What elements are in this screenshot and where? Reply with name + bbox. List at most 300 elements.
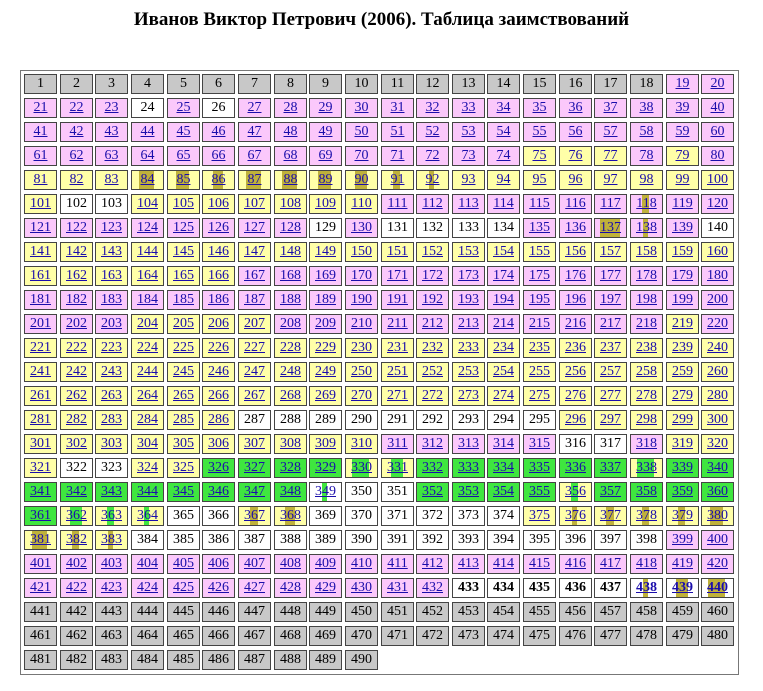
cell-link[interactable]: 145 — [173, 244, 194, 259]
cell-link[interactable]: 177 — [600, 268, 621, 283]
table-cell[interactable] — [274, 434, 307, 454]
cell-link[interactable]: 164 — [137, 268, 158, 283]
table-cell[interactable] — [416, 122, 449, 142]
table-cell[interactable] — [24, 266, 57, 286]
table-cell[interactable] — [416, 554, 449, 574]
cell-link[interactable]: 168 — [280, 268, 301, 283]
cell-link[interactable]: 262 — [66, 388, 87, 403]
table-cell[interactable] — [202, 458, 235, 478]
table-cell[interactable] — [202, 578, 235, 598]
table-cell[interactable] — [666, 170, 699, 190]
cell-link[interactable]: 399 — [672, 532, 693, 547]
table-cell[interactable] — [666, 434, 699, 454]
cell-link[interactable]: 138 — [636, 220, 657, 235]
cell-link[interactable]: 310 — [351, 436, 372, 451]
cell-link[interactable]: 383 — [101, 532, 122, 547]
cell-link[interactable]: 360 — [707, 484, 728, 499]
cell-link[interactable]: 34 — [496, 100, 511, 115]
table-cell[interactable] — [523, 98, 556, 118]
table-cell[interactable] — [452, 146, 485, 166]
cell-link[interactable]: 144 — [137, 244, 158, 259]
cell-link[interactable]: 272 — [422, 388, 443, 403]
cell-link[interactable]: 425 — [173, 580, 194, 595]
table-cell[interactable] — [630, 554, 663, 574]
cell-link[interactable]: 379 — [672, 508, 693, 523]
table-cell[interactable] — [274, 386, 307, 406]
cell-link[interactable]: 97 — [603, 172, 618, 187]
cell-link[interactable]: 43 — [104, 124, 119, 139]
cell-link[interactable]: 172 — [422, 268, 443, 283]
table-cell[interactable] — [167, 386, 200, 406]
table-cell[interactable] — [274, 290, 307, 310]
table-cell[interactable] — [131, 266, 164, 286]
cell-link[interactable]: 36 — [568, 100, 583, 115]
cell-link[interactable]: 380 — [707, 508, 728, 523]
table-cell[interactable] — [559, 98, 592, 118]
table-cell[interactable] — [559, 122, 592, 142]
table-cell[interactable] — [523, 338, 556, 358]
cell-link[interactable]: 336 — [565, 460, 586, 475]
table-cell[interactable] — [309, 98, 342, 118]
table-cell[interactable] — [594, 98, 627, 118]
table-cell[interactable] — [666, 146, 699, 166]
table-cell[interactable] — [594, 122, 627, 142]
cell-link[interactable]: 208 — [280, 316, 301, 331]
cell-link[interactable]: 146 — [208, 244, 229, 259]
cell-link[interactable]: 363 — [101, 508, 122, 523]
cell-link[interactable]: 439 — [672, 580, 693, 595]
table-cell[interactable] — [381, 266, 414, 286]
cell-link[interactable]: 37 — [603, 100, 618, 115]
table-cell[interactable] — [630, 410, 663, 430]
cell-link[interactable]: 377 — [600, 508, 621, 523]
table-cell[interactable] — [60, 122, 93, 142]
table-cell[interactable] — [24, 146, 57, 166]
cell-link[interactable]: 79 — [675, 148, 690, 163]
table-cell[interactable] — [559, 290, 592, 310]
cell-link[interactable]: 241 — [30, 364, 51, 379]
table-cell[interactable] — [594, 242, 627, 262]
table-cell[interactable] — [594, 482, 627, 502]
cell-link[interactable]: 122 — [66, 220, 87, 235]
cell-link[interactable]: 46 — [211, 124, 226, 139]
table-cell[interactable] — [345, 386, 378, 406]
cell-link[interactable]: 221 — [30, 340, 51, 355]
cell-link[interactable]: 89 — [318, 172, 333, 187]
cell-link[interactable]: 319 — [672, 436, 693, 451]
cell-link[interactable]: 205 — [173, 316, 194, 331]
cell-link[interactable]: 207 — [244, 316, 265, 331]
table-cell[interactable] — [701, 338, 734, 358]
table-cell[interactable] — [167, 194, 200, 214]
table-cell[interactable] — [60, 554, 93, 574]
table-cell[interactable] — [345, 218, 378, 238]
cell-link[interactable]: 311 — [387, 436, 408, 451]
table-cell[interactable] — [487, 122, 520, 142]
cell-link[interactable]: 197 — [600, 292, 621, 307]
cell-link[interactable]: 196 — [565, 292, 586, 307]
cell-link[interactable]: 123 — [101, 220, 122, 235]
table-cell[interactable] — [381, 458, 414, 478]
table-cell[interactable] — [274, 98, 307, 118]
table-cell[interactable] — [630, 266, 663, 286]
cell-link[interactable]: 273 — [458, 388, 479, 403]
cell-link[interactable]: 179 — [672, 268, 693, 283]
cell-link[interactable]: 47 — [247, 124, 262, 139]
cell-link[interactable]: 216 — [565, 316, 586, 331]
cell-link[interactable]: 93 — [461, 172, 476, 187]
table-cell[interactable] — [452, 122, 485, 142]
cell-link[interactable]: 301 — [30, 436, 51, 451]
table-cell[interactable] — [202, 194, 235, 214]
table-cell[interactable] — [701, 458, 734, 478]
cell-link[interactable]: 324 — [137, 460, 158, 475]
table-cell[interactable] — [131, 338, 164, 358]
cell-link[interactable]: 105 — [173, 196, 194, 211]
cell-link[interactable]: 68 — [283, 148, 298, 163]
table-cell[interactable] — [666, 290, 699, 310]
cell-link[interactable]: 335 — [529, 460, 550, 475]
cell-link[interactable]: 268 — [280, 388, 301, 403]
table-cell[interactable] — [594, 314, 627, 334]
cell-link[interactable]: 254 — [493, 364, 514, 379]
cell-link[interactable]: 258 — [636, 364, 657, 379]
table-cell[interactable] — [167, 218, 200, 238]
cell-link[interactable]: 220 — [707, 316, 728, 331]
cell-link[interactable]: 332 — [422, 460, 443, 475]
table-cell[interactable] — [131, 170, 164, 190]
table-cell[interactable] — [416, 194, 449, 214]
cell-link[interactable]: 239 — [672, 340, 693, 355]
table-cell[interactable] — [60, 530, 93, 550]
table-cell[interactable] — [701, 578, 734, 598]
cell-link[interactable]: 85 — [176, 172, 191, 187]
cell-link[interactable]: 171 — [387, 268, 408, 283]
cell-link[interactable]: 223 — [101, 340, 122, 355]
table-cell[interactable] — [523, 218, 556, 238]
cell-link[interactable]: 227 — [244, 340, 265, 355]
cell-link[interactable]: 426 — [208, 580, 229, 595]
cell-link[interactable]: 341 — [30, 484, 51, 499]
table-cell[interactable] — [345, 290, 378, 310]
cell-link[interactable]: 69 — [318, 148, 333, 163]
cell-link[interactable]: 180 — [707, 268, 728, 283]
table-cell[interactable] — [381, 362, 414, 382]
cell-link[interactable]: 55 — [532, 124, 547, 139]
table-cell[interactable] — [274, 458, 307, 478]
cell-link[interactable]: 401 — [30, 556, 51, 571]
table-cell[interactable] — [559, 218, 592, 238]
cell-link[interactable]: 277 — [600, 388, 621, 403]
cell-link[interactable]: 417 — [600, 556, 621, 571]
cell-link[interactable]: 152 — [422, 244, 443, 259]
table-cell[interactable] — [523, 434, 556, 454]
cell-link[interactable]: 209 — [315, 316, 336, 331]
table-cell[interactable] — [167, 434, 200, 454]
cell-link[interactable]: 253 — [458, 364, 479, 379]
cell-link[interactable]: 191 — [387, 292, 408, 307]
cell-link[interactable]: 204 — [137, 316, 158, 331]
cell-link[interactable]: 200 — [707, 292, 728, 307]
cell-link[interactable]: 415 — [529, 556, 550, 571]
cell-link[interactable]: 119 — [672, 196, 693, 211]
cell-link[interactable]: 139 — [672, 220, 693, 235]
table-cell[interactable] — [95, 554, 128, 574]
table-cell[interactable] — [487, 362, 520, 382]
cell-link[interactable]: 135 — [529, 220, 550, 235]
table-cell[interactable] — [167, 170, 200, 190]
table-cell[interactable] — [274, 122, 307, 142]
table-cell[interactable] — [238, 146, 271, 166]
table-cell[interactable] — [131, 554, 164, 574]
cell-link[interactable]: 169 — [315, 268, 336, 283]
table-cell[interactable] — [167, 338, 200, 358]
cell-link[interactable]: 51 — [390, 124, 405, 139]
table-cell[interactable] — [452, 98, 485, 118]
cell-link[interactable]: 178 — [636, 268, 657, 283]
table-cell[interactable] — [24, 554, 57, 574]
cell-link[interactable]: 298 — [636, 412, 657, 427]
table-cell[interactable] — [24, 506, 57, 526]
cell-link[interactable]: 22 — [69, 100, 84, 115]
table-cell[interactable] — [345, 98, 378, 118]
table-cell[interactable] — [24, 482, 57, 502]
table-cell[interactable] — [381, 578, 414, 598]
cell-link[interactable]: 419 — [672, 556, 693, 571]
cell-link[interactable]: 264 — [137, 388, 158, 403]
cell-link[interactable]: 329 — [315, 460, 336, 475]
table-cell[interactable] — [345, 554, 378, 574]
table-cell[interactable] — [24, 338, 57, 358]
table-cell[interactable] — [666, 506, 699, 526]
table-cell[interactable] — [487, 242, 520, 262]
cell-link[interactable]: 218 — [636, 316, 657, 331]
cell-link[interactable]: 128 — [280, 220, 301, 235]
table-cell[interactable] — [60, 362, 93, 382]
cell-link[interactable]: 126 — [208, 220, 229, 235]
table-cell[interactable] — [701, 146, 734, 166]
cell-link[interactable]: 303 — [101, 436, 122, 451]
cell-link[interactable]: 99 — [675, 172, 690, 187]
cell-link[interactable]: 265 — [173, 388, 194, 403]
table-cell[interactable] — [24, 170, 57, 190]
table-cell[interactable] — [24, 386, 57, 406]
cell-link[interactable]: 428 — [280, 580, 301, 595]
cell-link[interactable]: 44 — [140, 124, 155, 139]
table-cell[interactable] — [416, 242, 449, 262]
cell-link[interactable]: 157 — [600, 244, 621, 259]
table-cell[interactable] — [630, 194, 663, 214]
cell-link[interactable]: 326 — [208, 460, 229, 475]
cell-link[interactable]: 423 — [101, 580, 122, 595]
cell-link[interactable]: 125 — [173, 220, 194, 235]
table-cell[interactable] — [131, 362, 164, 382]
table-cell[interactable] — [60, 170, 93, 190]
cell-link[interactable]: 440 — [707, 580, 728, 595]
table-cell[interactable] — [309, 362, 342, 382]
table-cell[interactable] — [452, 338, 485, 358]
table-cell[interactable] — [309, 578, 342, 598]
cell-link[interactable]: 382 — [66, 532, 87, 547]
table-cell[interactable] — [131, 218, 164, 238]
cell-link[interactable]: 88 — [283, 172, 298, 187]
cell-link[interactable]: 343 — [101, 484, 122, 499]
cell-link[interactable]: 226 — [208, 340, 229, 355]
cell-link[interactable]: 181 — [30, 292, 51, 307]
cell-link[interactable]: 111 — [387, 196, 408, 211]
cell-link[interactable]: 114 — [493, 196, 514, 211]
table-cell[interactable] — [630, 290, 663, 310]
cell-link[interactable]: 237 — [600, 340, 621, 355]
table-cell[interactable] — [238, 386, 271, 406]
cell-link[interactable]: 107 — [244, 196, 265, 211]
table-cell[interactable] — [60, 314, 93, 334]
table-cell[interactable] — [202, 266, 235, 286]
cell-link[interactable]: 19 — [675, 76, 690, 91]
cell-link[interactable]: 376 — [565, 508, 586, 523]
cell-link[interactable]: 358 — [636, 484, 657, 499]
cell-link[interactable]: 160 — [707, 244, 728, 259]
table-cell[interactable] — [559, 554, 592, 574]
table-cell[interactable] — [701, 290, 734, 310]
cell-link[interactable]: 72 — [425, 148, 440, 163]
table-cell[interactable] — [345, 146, 378, 166]
cell-link[interactable]: 340 — [707, 460, 728, 475]
cell-link[interactable]: 53 — [461, 124, 476, 139]
cell-link[interactable]: 84 — [140, 172, 155, 187]
table-cell[interactable] — [416, 434, 449, 454]
cell-link[interactable]: 402 — [66, 556, 87, 571]
table-cell[interactable] — [701, 122, 734, 142]
cell-link[interactable]: 163 — [101, 268, 122, 283]
table-cell[interactable] — [487, 146, 520, 166]
cell-link[interactable]: 411 — [387, 556, 408, 571]
cell-link[interactable]: 430 — [351, 580, 372, 595]
cell-link[interactable]: 359 — [672, 484, 693, 499]
table-cell[interactable] — [345, 194, 378, 214]
table-cell[interactable] — [202, 362, 235, 382]
cell-link[interactable]: 267 — [244, 388, 265, 403]
cell-link[interactable]: 49 — [318, 124, 333, 139]
table-cell[interactable] — [523, 290, 556, 310]
cell-link[interactable]: 242 — [66, 364, 87, 379]
table-cell[interactable] — [60, 290, 93, 310]
cell-link[interactable]: 73 — [461, 148, 476, 163]
cell-link[interactable]: 165 — [173, 268, 194, 283]
table-cell[interactable] — [523, 386, 556, 406]
cell-link[interactable]: 32 — [425, 100, 440, 115]
cell-link[interactable]: 420 — [707, 556, 728, 571]
table-cell[interactable] — [666, 194, 699, 214]
table-cell[interactable] — [345, 170, 378, 190]
cell-link[interactable]: 286 — [208, 412, 229, 427]
table-cell[interactable] — [238, 170, 271, 190]
table-cell[interactable] — [95, 146, 128, 166]
cell-link[interactable]: 50 — [354, 124, 369, 139]
cell-link[interactable]: 116 — [565, 196, 586, 211]
cell-link[interactable]: 231 — [387, 340, 408, 355]
table-cell[interactable] — [202, 434, 235, 454]
cell-link[interactable]: 330 — [351, 460, 372, 475]
table-cell[interactable] — [701, 74, 734, 94]
table-cell[interactable] — [60, 242, 93, 262]
cell-link[interactable]: 347 — [244, 484, 265, 499]
table-cell[interactable] — [701, 314, 734, 334]
table-cell[interactable] — [202, 410, 235, 430]
cell-link[interactable]: 203 — [101, 316, 122, 331]
table-cell[interactable] — [95, 434, 128, 454]
cell-link[interactable]: 407 — [244, 556, 265, 571]
table-cell[interactable] — [559, 506, 592, 526]
cell-link[interactable]: 421 — [30, 580, 51, 595]
table-cell[interactable] — [594, 194, 627, 214]
table-cell[interactable] — [666, 578, 699, 598]
cell-link[interactable]: 40 — [710, 100, 725, 115]
table-cell[interactable] — [131, 122, 164, 142]
cell-link[interactable]: 413 — [458, 556, 479, 571]
cell-link[interactable]: 361 — [30, 508, 51, 523]
cell-link[interactable]: 305 — [173, 436, 194, 451]
table-cell[interactable] — [60, 410, 93, 430]
table-cell[interactable] — [60, 146, 93, 166]
table-cell[interactable] — [559, 146, 592, 166]
cell-link[interactable]: 109 — [315, 196, 336, 211]
cell-link[interactable]: 353 — [458, 484, 479, 499]
table-cell[interactable] — [95, 362, 128, 382]
table-cell[interactable] — [381, 386, 414, 406]
cell-link[interactable]: 75 — [532, 148, 547, 163]
cell-link[interactable]: 21 — [33, 100, 48, 115]
cell-link[interactable]: 70 — [354, 148, 369, 163]
table-cell[interactable] — [167, 266, 200, 286]
cell-link[interactable]: 325 — [173, 460, 194, 475]
cell-link[interactable]: 356 — [565, 484, 586, 499]
cell-link[interactable]: 270 — [351, 388, 372, 403]
table-cell[interactable] — [238, 482, 271, 502]
cell-link[interactable]: 412 — [422, 556, 443, 571]
cell-link[interactable]: 147 — [244, 244, 265, 259]
table-cell[interactable] — [666, 362, 699, 382]
table-cell[interactable] — [559, 170, 592, 190]
table-cell[interactable] — [131, 314, 164, 334]
table-cell[interactable] — [666, 482, 699, 502]
table-cell[interactable] — [559, 362, 592, 382]
cell-link[interactable]: 313 — [458, 436, 479, 451]
cell-link[interactable]: 338 — [636, 460, 657, 475]
table-cell[interactable] — [345, 122, 378, 142]
cell-link[interactable]: 86 — [211, 172, 226, 187]
cell-link[interactable]: 339 — [672, 460, 693, 475]
cell-link[interactable]: 83 — [104, 172, 119, 187]
table-cell[interactable] — [274, 266, 307, 286]
table-cell[interactable] — [238, 218, 271, 238]
cell-link[interactable]: 92 — [425, 172, 440, 187]
cell-link[interactable]: 348 — [280, 484, 301, 499]
table-cell[interactable] — [559, 242, 592, 262]
cell-link[interactable]: 90 — [354, 172, 369, 187]
cell-link[interactable]: 296 — [565, 412, 586, 427]
cell-link[interactable]: 62 — [69, 148, 84, 163]
cell-link[interactable]: 244 — [137, 364, 158, 379]
table-cell[interactable] — [452, 242, 485, 262]
table-cell[interactable] — [309, 242, 342, 262]
table-cell[interactable] — [630, 578, 663, 598]
table-cell[interactable] — [381, 170, 414, 190]
cell-link[interactable]: 29 — [318, 100, 333, 115]
table-cell[interactable] — [523, 458, 556, 478]
cell-link[interactable]: 333 — [458, 460, 479, 475]
table-cell[interactable] — [309, 122, 342, 142]
